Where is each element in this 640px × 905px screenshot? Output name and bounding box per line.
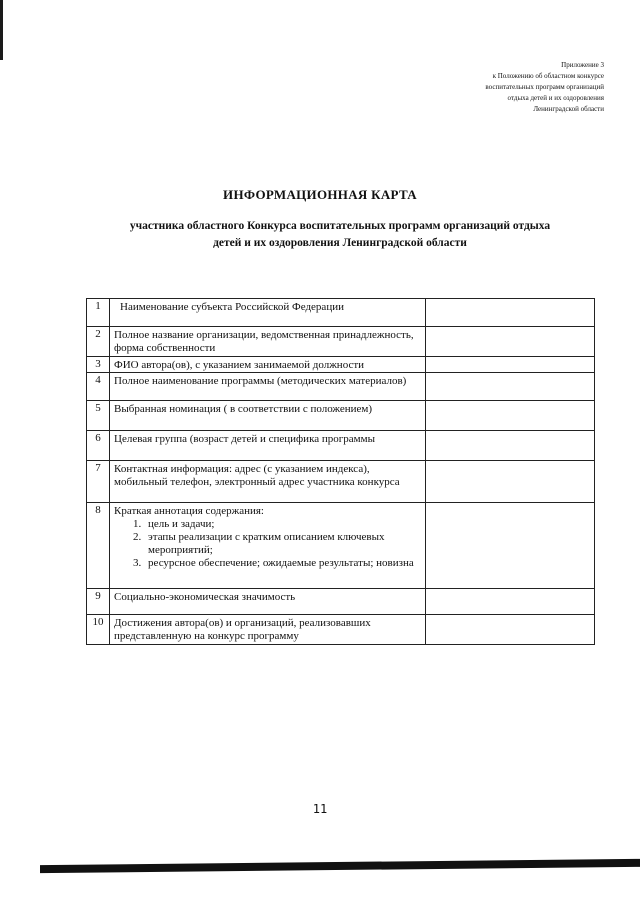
subtitle-line: участника областного Конкурса воспитательных программ организаций отдыха <box>129 220 551 232</box>
scan-edge-bottom <box>40 859 640 873</box>
row-value-cell[interactable] <box>425 431 594 461</box>
row-number: 10 <box>87 615 110 645</box>
row-value-cell[interactable] <box>425 357 594 373</box>
row-number: 5 <box>87 401 110 431</box>
row-value-cell[interactable] <box>425 615 594 645</box>
appendix-line: Приложение 3 <box>561 61 604 69</box>
table-row <box>87 373 595 401</box>
table-row <box>87 401 595 431</box>
row-value-cell[interactable] <box>425 299 594 327</box>
row-label: Краткая аннотация содержания: <box>114 505 264 517</box>
row-label: Достижения автора(ов) и организаций, реализовавших представленную на конкурс программу <box>110 615 426 645</box>
table-row <box>87 589 595 615</box>
list-item: 2. этапы реализации с кратким описанием ключевых мероприятий; <box>144 531 421 557</box>
row-value-cell[interactable] <box>425 401 594 431</box>
appendix-line: Ленинградской области <box>533 105 604 113</box>
list-item: 3. ресурсное обеспечение; ожидаемые результаты; новизна <box>144 557 421 570</box>
row-number: 3 <box>87 357 110 373</box>
table-row <box>87 503 595 589</box>
appendix-line: к Положению об областном конкурсе <box>492 72 604 80</box>
row-label: Полное наименование программы (методических материалов) <box>110 373 426 401</box>
appendix-note <box>344 60 604 115</box>
row-value-cell[interactable] <box>425 327 594 357</box>
row-label: Полное название организации, ведомственная принадлежность, форма собственности <box>110 327 426 357</box>
table-row <box>87 327 595 357</box>
row-number: 9 <box>87 589 110 615</box>
row-label: Целевая группа (возраст детей и специфика программы <box>110 431 426 461</box>
row-number: 1 <box>87 299 110 327</box>
row-value-cell[interactable] <box>425 589 594 615</box>
table-row <box>87 357 595 373</box>
scan-edge-left <box>0 0 3 60</box>
table-row <box>87 461 595 503</box>
row-number: 6 <box>87 431 110 461</box>
appendix-line: отдыха детей и их оздоровления <box>507 94 604 102</box>
annotation-list <box>114 518 421 570</box>
page-number: 11 <box>312 802 328 816</box>
table-row <box>87 431 595 461</box>
row-value-cell[interactable] <box>425 503 594 589</box>
table-row <box>87 615 595 645</box>
row-number: 7 <box>87 461 110 503</box>
row-number: 2 <box>87 327 110 357</box>
row-value-cell[interactable] <box>425 373 594 401</box>
appendix-line: воспитательных программ организаций <box>485 83 604 91</box>
row-label: Контактная информация: адрес (с указанием индекса), мобильный телефон, электронный адрес участника конкурса <box>110 461 426 503</box>
row-label: Социально-экономическая значимость <box>110 589 426 615</box>
info-card-table <box>86 298 595 645</box>
row-label-block <box>110 503 426 589</box>
list-item: 1. цель и задачи; <box>144 518 421 531</box>
row-number: 4 <box>87 373 110 401</box>
row-label: Наименование субъекта Российской Федерации <box>110 299 426 327</box>
document-title: ИНФОРМАЦИОННАЯ КАРТА <box>223 187 417 202</box>
table-row <box>87 299 595 327</box>
row-value-cell[interactable] <box>425 461 594 503</box>
subtitle-line: детей и их оздоровления Ленинградской области <box>213 237 467 249</box>
row-label: Выбранная номинация ( в соответствии с положением) <box>110 401 426 431</box>
row-number: 8 <box>87 503 110 589</box>
document-subtitle <box>80 218 600 252</box>
row-label: ФИО автора(ов), с указанием занимаемой должности <box>110 357 426 373</box>
